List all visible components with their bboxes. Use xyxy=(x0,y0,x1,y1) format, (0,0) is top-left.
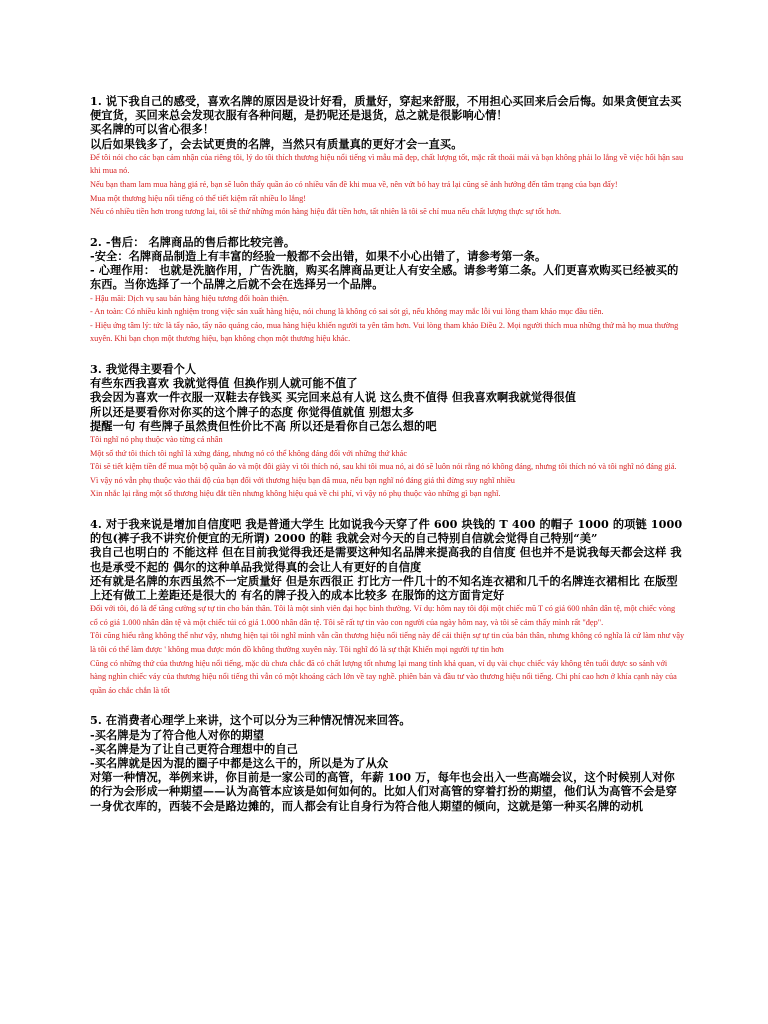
zh-paragraph: 我自己也明白的 不能这样 但在目前我觉得我还是需要这种知名品牌来提高我的自信度 但也并不是说我每天都会这样 我也是承受不起的 偶尔的这种单品我觉得真的会让人有更好的自信度 xyxy=(90,545,682,574)
section-4 xyxy=(90,517,685,697)
vi-translation: Xin nhắc lại rằng một số thương hiệu đắt tiền nhưng không hiệu quả về chi phí, vì vậy nó phụ thuộc vào những gì bạn nghĩ. xyxy=(90,489,501,499)
zh-paragraph: 对第一种情况，举例来讲，你目前是一家公司的高管，年薪 100 万，每年也会出入一些高端会议，这个时候别人对你的行为会形成一种期望——认为高管本应该是如何如何的。比如人们对高管的穿着打扮的期望，他们认为高管不会是穿一身优衣库的，西装不会是路边摊的，而人都会有让自身行为符合他人期望的倾向，这就是第一种买名牌的动机 xyxy=(90,770,677,813)
zh-paragraph: - 心理作用： 也就是洗脑作用，广告洗脑，购买名牌商品更让人有安全感。请参考第二条。人们更喜欢购买已经被买的东西。当你选择了一个品牌之后就不会在选择另一个品牌。 xyxy=(90,263,679,292)
vi-translation: Nếu có nhiều tiền hơn trong tương lai, tôi sẽ thử những món hàng hiệu đắt tiền hơn, tất nhiên là tôi sẽ chỉ mua nếu chất lượng thực sự tốt hơn. xyxy=(90,207,562,217)
document-page xyxy=(90,94,685,829)
zh-paragraph: 4. 对于我来说是增加自信度吧 我是普通大学生 比如说我今天穿了件 600 块钱的 T 400 的帽子 1000 的项链 1000 的包(裤子我不讲究价便宜的无所谓) 2000 的鞋 我就会对今天的自己特别自信就会觉得自己特别“美” xyxy=(90,516,683,546)
zh-paragraph: -买名牌就是因为混的圈子中都是这么干的，所以是为了从众 xyxy=(90,755,389,770)
zh-paragraph: 以后如果钱多了，会去试更贵的名牌，当然只有质量真的更好才会一直买。 xyxy=(90,136,463,151)
zh-paragraph: 提醒一句 有些牌子虽然贵但性价比不高 所以还是看你自己怎么想的吧 xyxy=(90,418,437,433)
vi-translation: Để tôi nói cho các bạn cảm nhận của riêng tôi, lý do tôi thích thương hiệu nổi tiếng vì mẫu mã đẹp, chất lượng tốt, mặc rất thoải mái và bạn không phải lo lắng về việc hối hận sau khi mua nó. xyxy=(90,152,684,176)
vi-translation: Tôi nghĩ nó phụ thuộc vào từng cá nhân xyxy=(90,434,223,444)
vi-translation: Tôi cũng hiểu rằng không thể như vậy, nhưng hiện tại tôi nghĩ mình vẫn cần thương hiệu nổi tiếng này để cải thiện sự tự tin của bản thân, nhưng không có nghĩa là cứ làm như vậy là tôi có thể làm được ' không mua được món đồ không thường xuyên này. Tôi nghĩ đó là sự thật Khiến mọi người tự tin hơn xyxy=(90,631,685,654)
vi-translation: - Hậu mãi: Dịch vụ sau bán hàng hiệu tương đối hoàn thiện. xyxy=(90,293,289,303)
section-1 xyxy=(90,94,685,219)
zh-paragraph: 2. -售后： 名牌商品的售后都比较完善。 xyxy=(90,234,296,249)
vi-translation: - Hiệu ứng tâm lý: tức là tẩy não, tẩy não quảng cáo, mua hàng hiệu khiến người ta yên tâm hơn. Vui lòng tham khảo Điều 2. Mọi người thích mua những thứ mà họ mua thường xuyên. Khi bạn chọn một thương hiệu, bạn không chọn một thương hiệu khác. xyxy=(90,320,679,344)
zh-paragraph: 3. 我觉得主要看个人 xyxy=(90,361,197,376)
vi-translation: Vì vậy nó vẫn phụ thuộc vào thái độ của bạn đối với thương hiệu bạn đã mua, nếu bạn nghĩ nó đáng giá thì đừng suy nghĩ nhiều xyxy=(90,475,515,485)
zh-paragraph: -买名牌是为了符合他人对你的期望 xyxy=(90,727,265,742)
zh-paragraph: 1. 说下我自己的感受，喜欢名牌的原因是设计好看，质量好，穿起来舒服，不用担心买回来后会后悔。如果贪便宜去买便宜货，买回来总会发现衣服有各种问题，是扔呢还是退货，总之就是很影响心情！ xyxy=(90,94,682,123)
section-5 xyxy=(90,713,685,812)
vi-translation: Nếu bạn tham lam mua hàng giá rẻ, bạn sẽ luôn thấy quần áo có nhiều vấn đề khi mua về, nên vứt bỏ hay trả lại cũng sẽ ảnh hưởng đến tâm trạng của bạn đấy! xyxy=(90,180,618,189)
zh-paragraph: -买名牌是为了让自己更符合理想中的自己 xyxy=(90,741,298,756)
vi-translation: Mua một thương hiệu nổi tiếng có thể tiết kiệm rất nhiều lo lắng! xyxy=(90,193,307,203)
vi-translation: Tôi sẽ tiết kiệm tiền để mua một bộ quần áo và một đôi giày vì tôi thích nó, sau khi tôi mua nó, ai đó sẽ luôn nói rằng nó không đáng, nhưng tôi thích nó và tôi nghĩ nó đáng giá. xyxy=(90,462,677,472)
zh-paragraph: 我会因为喜欢一件衣服一双鞋去存钱买 买完回来总有人说 这么贵不值得 但我喜欢啊我就觉得很值 xyxy=(90,390,577,405)
vi-translation: Cũng có những thứ của thương hiệu nổi tiếng, mặc dù chưa chắc đã có chất lượng tốt nhưng lại mang tính khả quan, ví dụ vài chục chiếc váy không tên tuổi được so sánh với hàng nghìn chiếc váy của thương hiệu nổi tiếng thì vẫn có một khoảng cách lớn về tay nghề. phiên bản và đầu tư vào thương hiệu nổi tiếng. Chi phí cao hơn ở khía cạnh này của quần áo chắc chắn là tốt xyxy=(90,658,677,695)
vi-translation: Một số thứ tôi thích tôi nghĩ là xứng đáng, nhưng nó có thể không đáng đối với những thứ khác xyxy=(90,448,408,458)
section-3 xyxy=(90,362,685,501)
zh-paragraph: 有些东西我喜欢 我就觉得值 但换作别人就可能不值了 xyxy=(90,376,358,391)
zh-paragraph: 5. 在消费者心理学上来讲，这个可以分为三种情况情况来回答。 xyxy=(90,713,411,728)
zh-paragraph: 买名牌的可以省心很多！ xyxy=(90,122,215,137)
zh-paragraph: 还有就是名牌的东西虽然不一定质量好 但是东西很正 打比方一件几十的不知名连衣裙和几千的名牌连衣裙相比 在版型上还有做工上差距还是很大的 有名的牌子投入的成本比较多 在服饰的这方面肯定好 xyxy=(90,573,678,602)
vi-translation: - An toàn: Có nhiều kinh nghiệm trong việc sản xuất hàng hiệu, nói chung là không có sai sót gì, nếu không may mắc lỗi vui lòng tham khảo mục đầu tiên. xyxy=(90,307,604,317)
zh-paragraph: 所以还是要看你对你买的这个牌子的态度 你觉得值就值 别想太多 xyxy=(90,404,415,419)
vi-translation: Đối với tôi, đó là để tăng cường sự tự tin cho bản thân. Tôi là một sinh viên đại học bình thường. Ví dụ: hôm nay tôi đội một chiếc mũ T có giá 600 nhân dân tệ, một chiếc vòng cổ có giá 1.000 nhân dân tệ và một chiếc túi có giá 1.000 nhân dân tệ. Tôi sẽ rất tự tin vào con người của ngày hôm nay, và tôi sẽ cảm thấy mình rất "đẹp". xyxy=(90,604,676,627)
section-2 xyxy=(90,235,685,346)
zh-paragraph: -安全：名牌商品制造上有丰富的经验一般都不会出错，如果不小心出错了，请参考第一条。 xyxy=(90,248,547,263)
